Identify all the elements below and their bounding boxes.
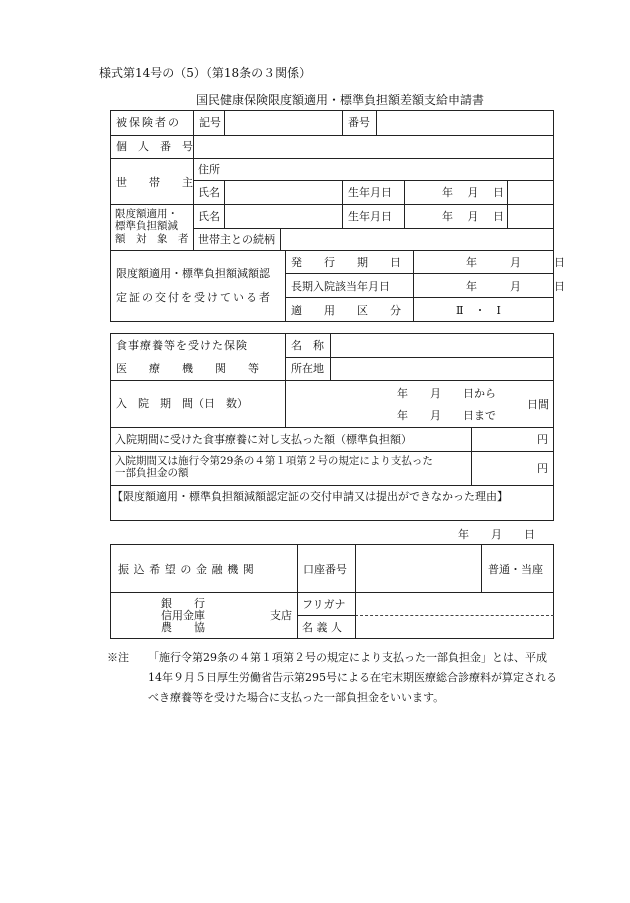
certificate-label-line1: 限度額適用・標準負担額減額認 bbox=[116, 267, 270, 280]
kigou-field[interactable] bbox=[226, 112, 340, 133]
note-mark: ※注 bbox=[107, 651, 129, 664]
paid-meal-label: 入院期間に受けた食事療養に対し支払った額（標準負担額） bbox=[115, 433, 412, 446]
long-stay-label: 長期入院該当年月日 bbox=[291, 280, 390, 293]
paid-meal-yen: 円 bbox=[537, 433, 548, 446]
paid-partial-yen: 円 bbox=[537, 462, 548, 475]
institution-name-field[interactable] bbox=[332, 335, 552, 355]
application-date: 年 月 日 bbox=[458, 528, 535, 541]
target-label-line2: 標準負担額減 bbox=[115, 220, 178, 232]
relation-label: 世帯主との続柄 bbox=[198, 233, 275, 246]
account-number-label: 口座番号 bbox=[303, 563, 347, 576]
target-name-label: 氏名 bbox=[198, 210, 220, 223]
stay-period-label: 入 院 期 間（日 数） bbox=[116, 397, 248, 410]
householder-name-label: 氏名 bbox=[198, 186, 220, 199]
branch-label: 支店 bbox=[270, 609, 292, 622]
form-title: 国民健康保険限度額適用・標準負担額差額支給申請書 bbox=[196, 93, 485, 107]
target-label-line3: 額 対 象 者 bbox=[115, 233, 189, 245]
account-holder-label: 名 義 人 bbox=[302, 621, 342, 634]
paid-partial-field[interactable] bbox=[473, 453, 533, 483]
institution-address-field[interactable] bbox=[332, 359, 552, 378]
issue-date-label: 発 行 期 日 bbox=[291, 256, 401, 269]
institution-label-line1: 食事療養等を受けた保険 bbox=[116, 339, 248, 352]
bangou-label: 番号 bbox=[348, 116, 370, 129]
target-birthdate-value: 年 月 日 bbox=[442, 210, 504, 223]
bank-type-agri-coop: 農 協 bbox=[161, 621, 205, 634]
kigou-label: 記号 bbox=[199, 116, 221, 129]
householder-birthdate-label: 生年月日 bbox=[348, 186, 392, 199]
householder-address-label: 住所 bbox=[198, 163, 220, 176]
form-number: 様式第14号の（5）（第18条の３関係） bbox=[99, 66, 312, 80]
reason-label: 【限度額適用・標準負担額減額認定証の交付申請又は提出ができなかった理由】 bbox=[112, 490, 508, 503]
bank-type-credit-union: 信用金庫 bbox=[161, 609, 205, 622]
personal-number-field[interactable] bbox=[195, 137, 552, 156]
stay-from: 年 月 日から bbox=[397, 387, 496, 400]
transfer-bank-label: 振込希望の金融機関 bbox=[118, 563, 259, 576]
paid-partial-label-line2: 一部負担金の額 bbox=[115, 467, 189, 479]
account-type[interactable]: 普通・当座 bbox=[488, 563, 543, 576]
account-holder-field[interactable] bbox=[357, 617, 552, 637]
householder-name-field[interactable] bbox=[226, 182, 340, 202]
issue-date-value: 年 月 日 bbox=[466, 256, 565, 269]
householder-address-field[interactable] bbox=[226, 160, 552, 178]
bangou-field[interactable] bbox=[378, 112, 552, 133]
note-line2: 14年９月５日厚生労働省告示第295号による在宅末期医療総合診療料が算定される bbox=[148, 671, 557, 684]
note-line3: べき療養等を受けた場合に支払った一部負担金をいいます。 bbox=[148, 691, 445, 704]
institution-label-line2: 医 療 機 関 等 bbox=[116, 362, 259, 375]
category-label: 適 用 区 分 bbox=[291, 304, 401, 317]
householder-label: 世 帯 主 bbox=[116, 176, 193, 189]
account-number-field[interactable] bbox=[357, 546, 479, 590]
target-label-line1: 限度額適用・ bbox=[115, 208, 178, 220]
target-name-field[interactable] bbox=[226, 206, 340, 226]
certificate-label-line2: 定証の交付を受けている者 bbox=[116, 291, 272, 304]
insured-label: 被保険者の bbox=[116, 116, 181, 129]
note-line1: 「施行令第29条の４第１項第２号の規定により支払った一部負担金」とは、平成 bbox=[148, 651, 547, 664]
personal-number-label: 個 人 番 号 bbox=[116, 140, 193, 153]
institution-address-label: 所在地 bbox=[291, 362, 324, 375]
stay-to: 年 月 日まで bbox=[397, 409, 496, 422]
paid-partial-label-line1: 入院期間又は施行令第29条の４第１項第２号の規定により支払った bbox=[115, 455, 433, 467]
householder-birthdate-value: 年 月 日 bbox=[442, 186, 504, 199]
furigana-label: フリガナ bbox=[302, 598, 346, 611]
institution-name-label: 名 称 bbox=[291, 339, 324, 352]
bank-type-bank: 銀 行 bbox=[161, 597, 205, 610]
target-birthdate-label: 生年月日 bbox=[348, 210, 392, 223]
furigana-field[interactable] bbox=[357, 594, 552, 614]
stay-days-unit: 日間 bbox=[527, 398, 549, 411]
category-value[interactable]: Ⅱ ・ Ⅰ bbox=[456, 304, 501, 317]
paid-meal-field[interactable] bbox=[473, 429, 533, 449]
relation-field[interactable] bbox=[282, 230, 552, 248]
long-stay-value: 年 月 日 bbox=[466, 280, 565, 293]
reason-field[interactable] bbox=[112, 503, 552, 519]
